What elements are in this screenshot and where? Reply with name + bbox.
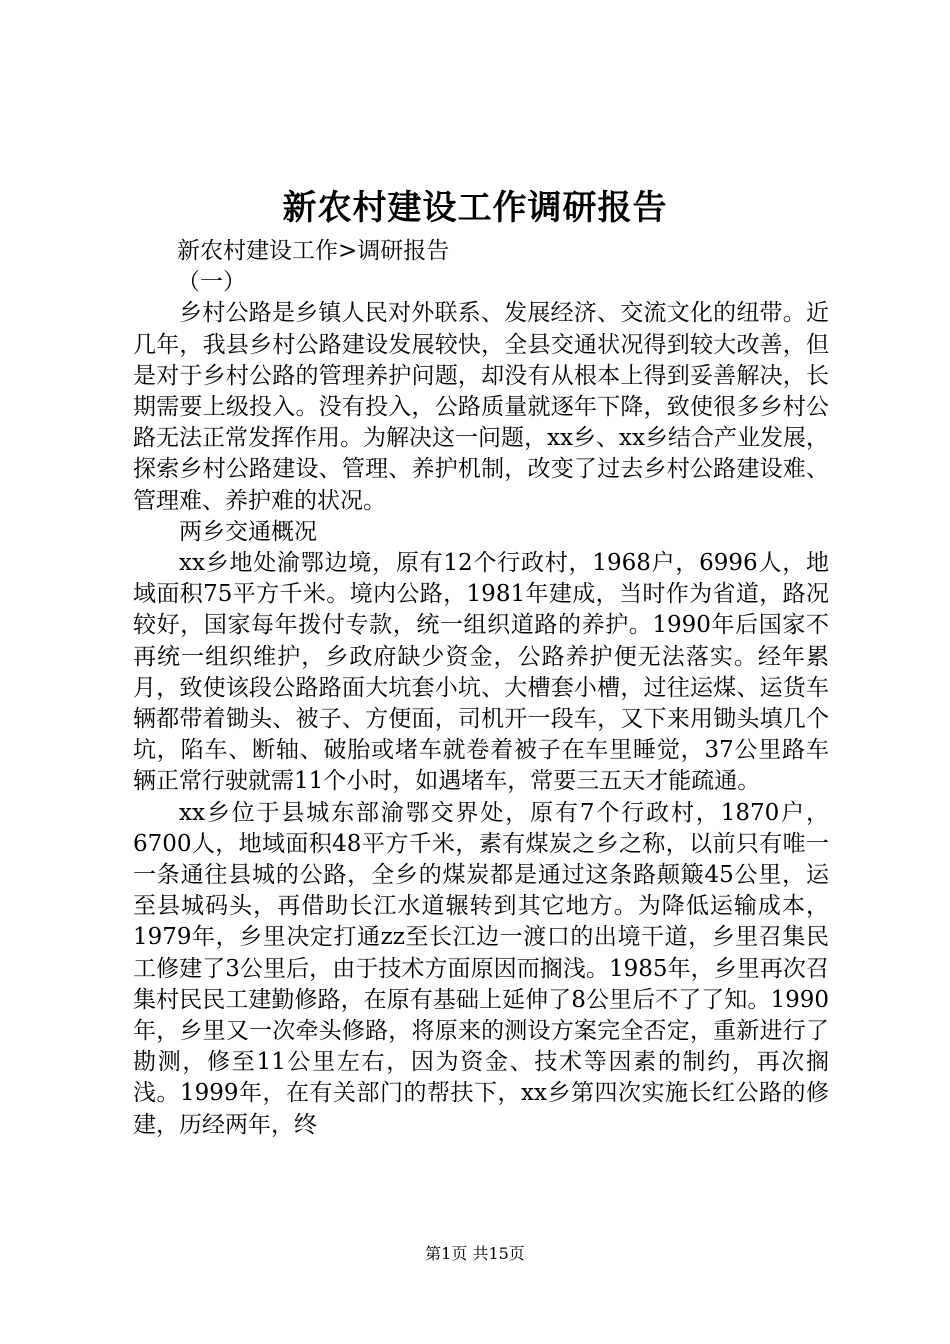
paragraph: xx乡地处渝鄂边境，原有12个行政村，1968户，6996人，地域面积75平方千米。境内公路，1981年建成，当时作为省道，路况较好，国家每年拨付专款，统一组织道路的养护。1990年后国家不再统一组织维护，乡政府缺少资金，公路养护便无法落实。经年累月，致使该段公路路面大坑套小坑、大槽套小槽，过往运煤、运货车辆都带着锄头、被子、方便面，司机开一段车，又下来用锄头填几个坑，陷车、断轴、破胎或堵车就卷着被子在车里睡觉，37公里路车辆正常行驶就需11个小时，如遇堵车，常要三五天才能疏通。 <box>133 550 829 795</box>
section-heading: 两乡交通概况 <box>179 518 317 545</box>
section-heading: （一） <box>177 269 246 296</box>
document-title: 新农村建设工作调研报告 <box>282 188 668 228</box>
paragraph: xx乡位于县城东部渝鄂交界处，原有7个行政村，1870户，6700人，地域面积48平方千米，素有煤炭之乡之称，以前只有唯一一条通往县城的公路，全乡的煤炭都是通过这条路颠簸45公里，运至县城码头，再借助长江水道辗转到其它地方。为降低运输成本，1979年，乡里决定打通zz至长江边一渡口的出境干道，乡里召集民工修建了3公里后，由于技术方面原因而搁浅。1985年，乡里再次召集村民民工建勤修路，在原有基础上延伸了8公里后不了了知。1990年，乡里又一次牵头修路，将原来的测设方案完全否定，重新进行了勘测，修至11公里左右，因为资金、技术等因素的制约，再次搁浅。1999年，在有关部门的帮扶下，xx乡第四次实施长红公路的修建，历经两年，终 <box>133 799 829 1138</box>
paragraph: 乡村公路是乡镇人民对外联系、发展经济、交流文化的纽带。近几年，我县乡村公路建设发展较快，全县交通状况得到较大改善，但是对于乡村公路的管理养护问题，却没有从根本上得到妥善解决，长期需要上级投入。没有投入，公路质量就逐年下降，致使很多乡村公路无法正常发挥作用。为解决这一问题，xx乡、xx乡结合产业发展，探索乡村公路建设、管理、养护机制，改变了过去乡村公路建设难、管理难、养护难的状况。 <box>133 300 829 514</box>
subtitle-line: 新农村建设工作>调研报告 <box>177 238 450 264</box>
page-number: 第1页 共15页 <box>425 1244 525 1263</box>
document-body <box>133 236 829 1141</box>
